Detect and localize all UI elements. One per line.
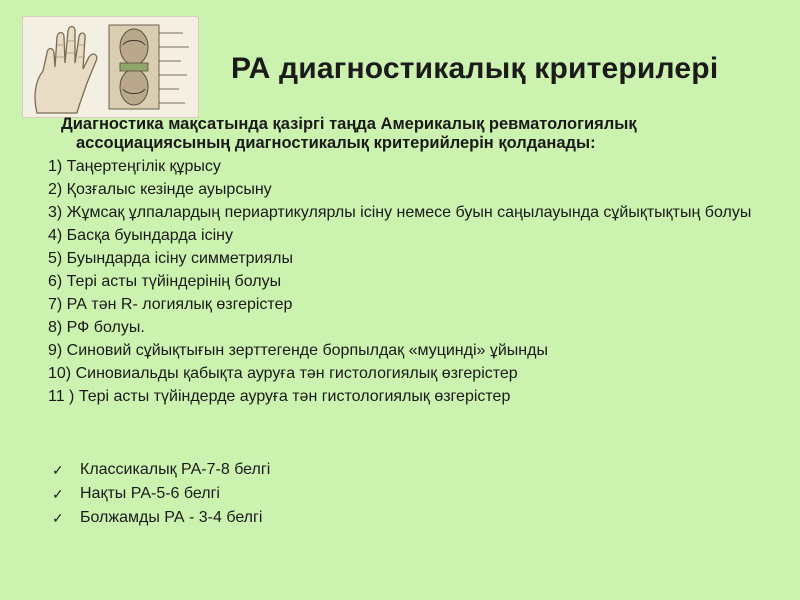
criterion-item: 9) Синовий сұйықтығын зерттегенде борпылдақ «муцинді» ұйынды: [48, 342, 548, 359]
criterion-item: 5) Буындарда ісіну симметриялы: [48, 250, 293, 267]
criterion-item: 6) Тері асты түйіндерінің болуы: [48, 273, 282, 290]
intro-text: [61, 115, 781, 153]
intro-line-2: ассоциациясының диагностикалық критерийлерін қолданады:: [76, 134, 596, 152]
criterion-item: 11 ) Тері асты түйіндерде ауруға тән гистологиялық өзгерістер: [48, 388, 511, 405]
criterion-item: 4) Басқа буындарда ісіну: [48, 227, 233, 244]
criteria-list: [48, 158, 783, 411]
check-mark-icon: ✓: [52, 462, 64, 478]
criterion-item: 2) Қозғалыс кезінде ауырсыну: [48, 181, 272, 198]
hand-joint-drawing: [23, 17, 198, 117]
criterion-item: 7) РА тән R- логиялық өзгерістер: [48, 296, 293, 313]
criterion-item: 1) Таңертеңгілік құрысу: [48, 158, 221, 175]
summary-label: Классикалық РА-7-8 белгі: [80, 461, 271, 478]
intro-line-1: Диагностика мақсатында қазіргі таңда Америкалық ревматологиялық: [61, 115, 637, 133]
summary-label: Нақты РА-5-6 белгі: [80, 485, 220, 502]
hand-illustration: [22, 16, 199, 118]
summary-list: [52, 461, 552, 533]
criterion-item: 8) РФ болуы.: [48, 319, 145, 336]
criterion-item: 10) Синовиальды қабықта ауруға тән гистологиялық өзгерістер: [48, 365, 518, 382]
criterion-item: 3) Жұмсақ ұлпалардың периартикулярлы ісіну немесе буын саңылауында сұйықтықтың болуы: [48, 204, 752, 221]
summary-item: [52, 485, 552, 503]
check-mark-icon: ✓: [52, 510, 64, 526]
slide-title: РА диагностикалық критерилері: [231, 52, 719, 85]
summary-item: [52, 509, 552, 527]
summary-item: [52, 461, 552, 479]
summary-label: Болжамды РА - 3-4 белгі: [80, 509, 263, 526]
check-mark-icon: ✓: [52, 486, 64, 502]
